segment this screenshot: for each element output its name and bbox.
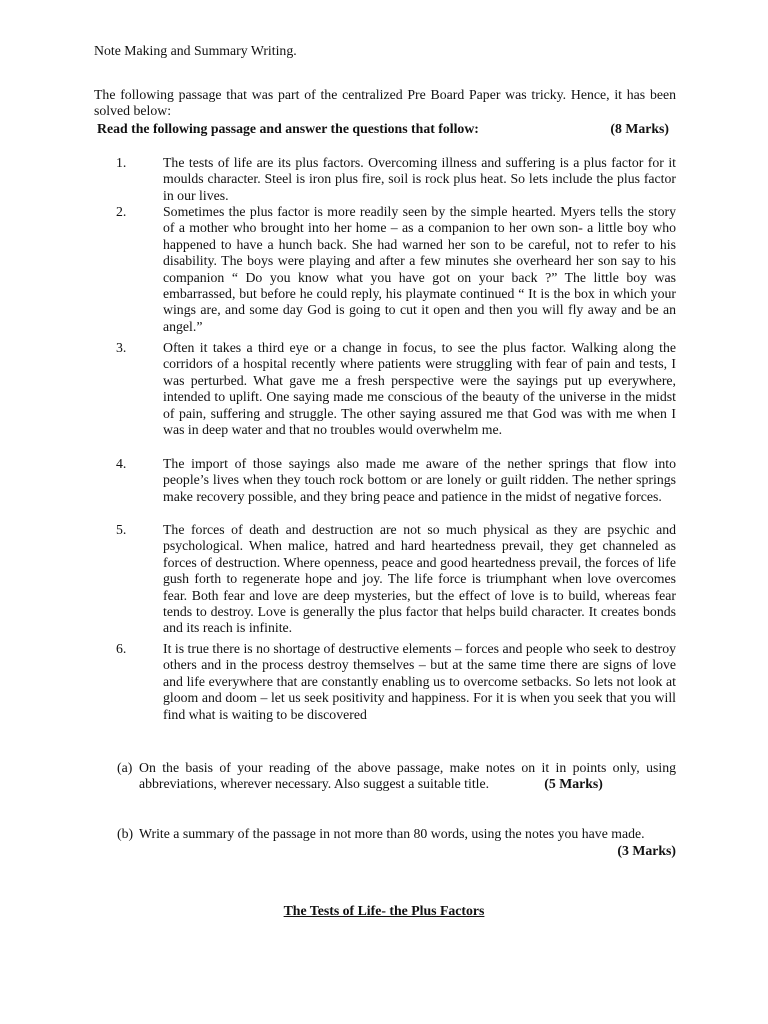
question-a (117, 760, 676, 793)
question-text (139, 826, 676, 842)
question-marks: (3 Marks) (617, 843, 676, 858)
paragraph-number: 2. (116, 204, 127, 219)
instruction-heading (97, 121, 671, 137)
instruction-text: Read the following passage and answer the questions that follow: (97, 121, 479, 136)
paragraph-text: The forces of death and destruction are not so much physical as they are psychic and psychological. When malice, hatred and hard heartedness prevail, they get channeled as forces of destruction. Where openness, peace and good heartedness prevail, the forces of life gush forth to regenerate hope and joy. The life force is triumphant when love overcomes fear. Both fear and love are deep mysteries, but the effect of love is to build, whereas fear tends to destroy. Love is generally the plus factor that helps build character. It creates bonds and its reach is infinite. (163, 522, 676, 636)
question-body: On the basis of your reading of the above passage, make notes on it in points only, using abbreviations, wherever necessary. Also suggest a suitable title. (139, 760, 676, 792)
question-text (139, 760, 676, 793)
document-title: Note Making and Summary Writing. (94, 43, 297, 58)
paragraph-text: The import of those sayings also made me aware of the nether springs that flow into people’s lives when they touch rock bottom or are lonely or guilt ridden. The nether springs make recovery possible, and they bring peace and patience in the midst of negative forces. (163, 456, 676, 504)
paragraph-text: It is true there is no shortage of destructive elements – forces and people who seek to destroy others and in the process destroy themselves – but at the same time there are signs of love and life everywhere that are constantly enabling us to overcome setbacks. So lets not look at gloom and doom – let us seek positivity and happiness. For it is when you seek that you will find what is waiting to be discovered (163, 641, 677, 722)
paragraph-number: 1. (116, 155, 127, 170)
passage-paragraph-3 (94, 340, 676, 438)
question-marks: (5 Marks) (544, 776, 603, 792)
passage-paragraph-4 (94, 456, 676, 505)
question-label: (b) (117, 826, 134, 841)
passage-paragraph-6 (94, 641, 676, 723)
question-label: (a) (117, 760, 133, 775)
intro-text: The following passage that was part of the centralized Pre Board Paper was tricky. Hence, it has been solved below: (94, 87, 676, 119)
instruction-marks: (8 Marks) (610, 121, 669, 136)
paragraph-number: 4. (116, 456, 127, 471)
paragraph-number: 6. (116, 641, 127, 656)
passage-paragraph-2 (94, 204, 676, 335)
paragraph-text: Sometimes the plus factor is more readily seen by the simple hearted. Myers tells the story of a mother who brought into her home – as a companion to her own son- a little boy who happened to have a hunch back. She had warned her son to be careful, not to refer to his disability. The boys were playing and after a few minutes she overheard her son say to his companion “ Do you know what you have got on your back ?” The little boy was embarrassed, but before he could reply, his playmate continued “ It is the box in which your wings are, and some day God is going to cut it open and then you will fly away and be an angel.” (163, 204, 676, 334)
passage-paragraph-1 (94, 155, 676, 204)
question-b (117, 826, 676, 858)
paragraph-text: Often it takes a third eye or a change in focus, to see the plus factor. Walking along the corridors of a hospital recently where patients were struggling with fear of pain and tests, I was perturbed. What gave me a fresh perspective were the sayings put up everywhere, intended to uplift. One saying made me conscious of the beauty of the universe in the midst of pain, suffering and struggle. The other saying assured me that God was with me when I was in deep water and that no troubles would overwhelm me. (163, 340, 676, 438)
passage-paragraph-5 (94, 522, 676, 637)
paragraph-number: 5. (116, 522, 127, 537)
paragraph-number: 3. (116, 340, 127, 355)
question-body: Write a summary of the passage in not more than 80 words, using the notes you have made. (139, 826, 645, 841)
answer-title: The Tests of Life- the Plus Factors (283, 903, 485, 918)
paragraph-text: The tests of life are its plus factors. Overcoming illness and suffering is a plus factor for it moulds character. Steel is iron plus fire, soil is rock plus heat. So lets include the plus factor in our lives. (163, 155, 676, 203)
